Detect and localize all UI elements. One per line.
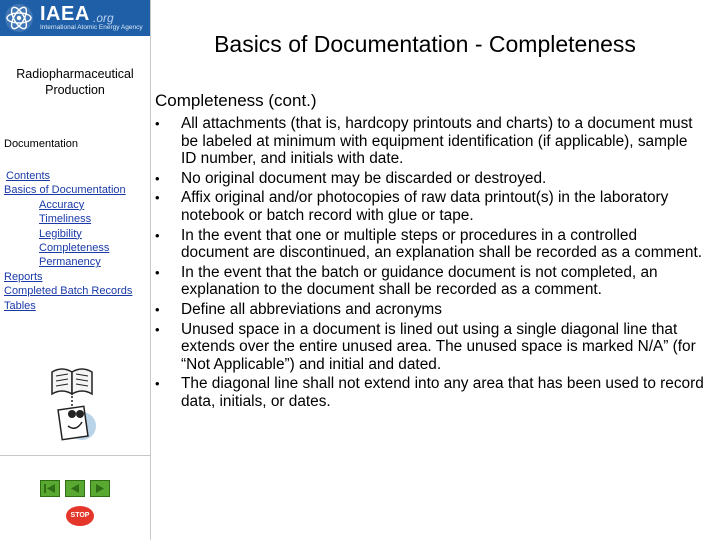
previous-slide-icon	[66, 481, 84, 496]
logo-org-suffix: .org	[93, 11, 114, 25]
nav-link-timeliness[interactable]: Timeliness	[39, 213, 92, 226]
bullet-item: • In the event that the batch or guidance document is not completed, an explanation to the document shall be recorded as a comment.	[155, 264, 705, 299]
first-slide-button[interactable]	[40, 480, 60, 497]
slide-navigation	[40, 480, 112, 498]
nav-link-tables[interactable]: Tables	[4, 299, 36, 312]
nav-link-contents[interactable]: Contents	[6, 170, 51, 182]
atom-emblem-icon	[4, 3, 34, 33]
nav-link-basics-of-documentation[interactable]: Basics of Documentation	[4, 184, 126, 197]
bullet-item: • Unused space in a document is lined out using a single diagonal line that extends over the entire unused area. The unused space is marked N/A” (for “Not Applicable”) and initial and dated.	[155, 321, 705, 374]
slide-subtitle: Completeness (cont.)	[155, 91, 317, 110]
nav-link-permanency[interactable]: Permanency	[39, 256, 101, 269]
page-title: Basics of Documentation - Completeness	[214, 31, 636, 57]
nav-link-reports[interactable]: Reports	[4, 270, 43, 283]
bullet-list	[155, 115, 705, 413]
nav-link-completed-batch-records[interactable]: Completed Batch Records	[4, 285, 133, 298]
next-slide-button[interactable]	[90, 480, 110, 497]
bullet-item: • The diagonal line shall not extend into any area that has been used to record data, initials, or dates.	[155, 375, 705, 410]
nav-link-legibility[interactable]: Legibility	[39, 227, 82, 240]
section-title: Radiopharmaceutical Production	[16, 67, 134, 97]
bullet-item: • Affix original and/or photocopies of raw data printout(s) in the laboratory notebook or batch record with glue or tape.	[155, 189, 705, 224]
bullet-item: • Define all abbreviations and acronyms	[155, 301, 705, 319]
first-slide-icon	[41, 481, 59, 496]
nav-link-accuracy[interactable]: Accuracy	[39, 198, 85, 211]
book-and-person-icon	[48, 360, 98, 442]
previous-slide-button[interactable]	[65, 480, 85, 497]
logo-subtitle: International Atomic Energy Agency	[40, 24, 143, 31]
sidebar-divider	[0, 455, 150, 456]
sidebar-nav	[4, 169, 132, 313]
stop-button[interactable]: STOP	[66, 506, 94, 526]
bullet-item: • All attachments (that is, hardcopy printouts and charts) to a document must be labeled at minimum with equipment identification (if applicable), sample ID number, and initials with date.	[155, 115, 705, 168]
bullet-item: • In the event that one or multiple steps or procedures in a controlled document are discontinued, an explanation shall be recorded as a comment.	[155, 227, 705, 262]
sidebar	[0, 0, 151, 540]
next-slide-icon	[91, 481, 109, 496]
nav-link-completeness[interactable]: Completeness	[39, 242, 110, 255]
documentation-label: Documentation	[4, 138, 78, 150]
bullet-item: • No original document may be discarded or destroyed.	[155, 170, 705, 188]
iaea-logo-bar[interactable]	[0, 0, 150, 36]
logo-name: IAEA	[40, 3, 90, 25]
